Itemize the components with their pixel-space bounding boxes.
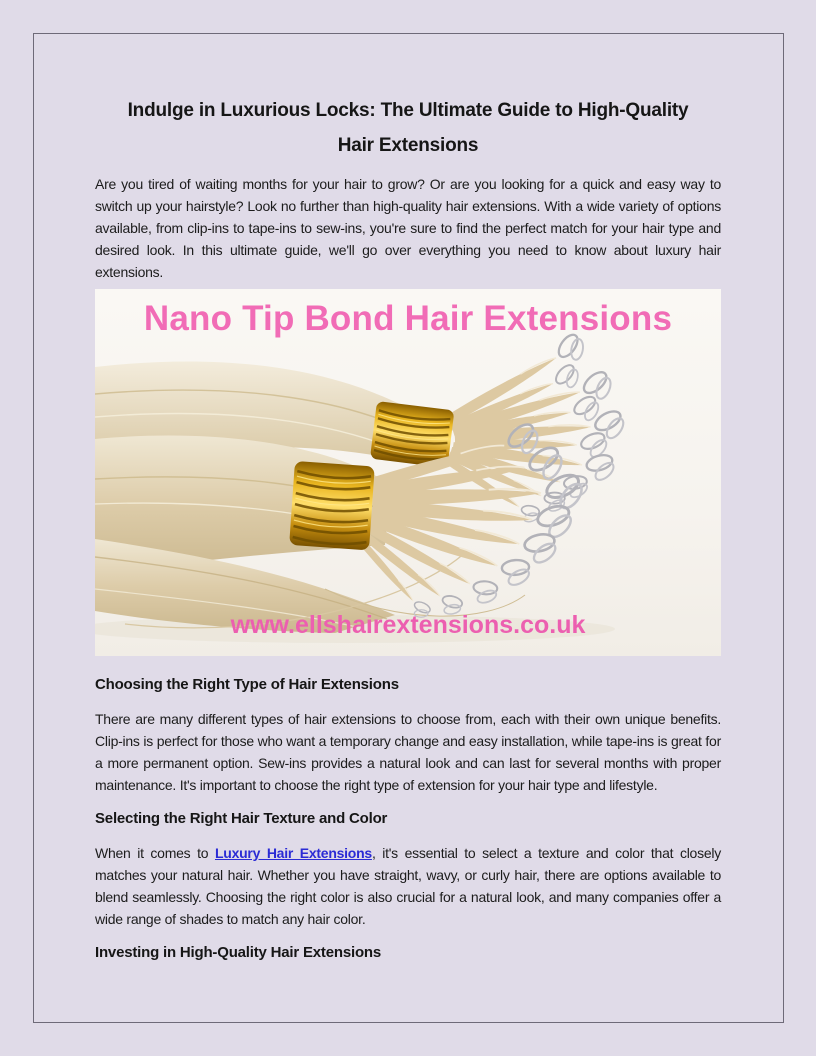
paragraph-text-before-link: When it comes to	[95, 845, 215, 861]
document-title-line-2: Hair Extensions	[337, 135, 479, 156]
section-paragraph-selecting	[95, 842, 721, 930]
document-title-line-1: Indulge in Luxurious Locks: The Ultimate Guide to High-Quality	[127, 100, 689, 121]
luxury-hair-extensions-link[interactable]: Luxury Hair Extensions	[214, 845, 372, 861]
hair-extensions-illustration	[95, 289, 721, 656]
document-title	[95, 93, 721, 163]
section-heading-choosing: Choosing the Right Type of Hair Extensions	[95, 676, 399, 693]
hair-extensions-photo	[95, 289, 721, 656]
paragraph-text-after-link: , it's essential to select a texture and color that closely matches your natural hair. Whether you have straight, wavy, or curly hair, there are options available to blend seamlessly. Choosing the right color is also crucial for a natural look, and many companies offer a wide range of shades to match any hair color.	[95, 845, 721, 927]
section-paragraph-choosing: There are many different types of hair extensions to choose from, each with their own unique benefits. Clip-ins is perfect for those who want a temporary change and easy installation, while tape-ins is great for a more permanent option. Sew-ins provides a natural look and can last for several months with proper maintenance. It's important to choose the right type of extension for your hair type and lifestyle.	[95, 711, 721, 793]
section-heading-selecting: Selecting the Right Hair Texture and Color	[95, 810, 388, 827]
figure-website-text: www.ellshairextensions.co.uk	[230, 611, 586, 639]
figure-headline: Nano Tip Bond Hair Extensions	[143, 299, 673, 338]
intro-paragraph: Are you tired of waiting months for your hair to grow? Or are you looking for a quick and easy way to switch up your hairstyle? Look no further than high-quality hair extensions. With a wide variety of options available, from clip-ins to tape-ins to sew-ins, you're sure to find the perfect match for your hair type and desired look. In this ultimate guide, we'll go over everything you need to know about luxury hair extensions.	[95, 176, 721, 280]
section-heading-investing: Investing in High-Quality Hair Extensions	[95, 944, 382, 961]
document-page	[95, 93, 721, 976]
